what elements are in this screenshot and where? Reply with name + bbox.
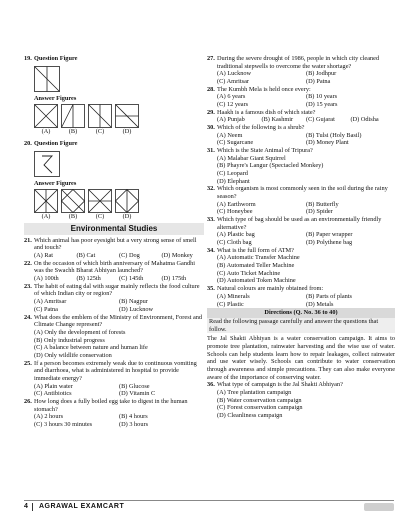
option-31-b[interactable]: (B) Phayre's Langur (Spectacled Monkey) [217, 162, 324, 170]
directions-heading: Directions (Q. No. 36 to 40) [207, 308, 395, 318]
passage: The Jal Shakti Abhiyan is a water conservation campaign. It aims to promote tree plantation, rainwater harvesting and the wise use of water. Schools can help students learn how to repair leakages, collect rainwater and use water wisely. Schools can contribute to water conservation through awareness and simple precautions. They can also make everyone aware of the importance of conserving water. [207, 335, 395, 381]
option-36-c[interactable]: (C) Forest conservation campaign [217, 404, 303, 412]
option-34-d[interactable]: (D) Automated Token Machine [217, 277, 296, 285]
option-32-c[interactable]: (C) Honeybee [217, 208, 253, 216]
option-35-a[interactable]: (A) Minerals [217, 292, 250, 300]
option-25-d[interactable]: (D) Vitamin C [119, 390, 156, 398]
options-27 [207, 70, 395, 85]
option-32-d[interactable]: (D) Spider [306, 208, 333, 216]
question-33: 33. Which type of bag should be used as an environmentally friendly alternative? [207, 216, 382, 231]
answer-figure-19-b[interactable] [61, 104, 85, 128]
answer-figures-title-19: Answer Figures [34, 94, 77, 102]
section-title: Environmental Studies [24, 223, 204, 235]
option-28-d[interactable]: (D) 15 years [306, 101, 338, 109]
answer-figure-19-d[interactable] [115, 104, 139, 128]
question-19: 19. Question Figure [24, 55, 78, 62]
question-figure-19-image [34, 66, 60, 92]
option-25-c[interactable]: (C) Antibiotics [34, 390, 72, 398]
options-28 [207, 93, 395, 108]
option-29-d[interactable]: (D) Odisha [350, 116, 379, 124]
options-35 [207, 293, 395, 308]
option-22-d[interactable]: (D) 175th [161, 275, 187, 283]
option-31-a[interactable]: (A) Malabar Giant Squirrel [217, 154, 286, 162]
option-27-b[interactable]: (B) Jodhpur [306, 70, 337, 78]
option-30-a[interactable]: (A) Neem [217, 131, 243, 139]
options-33 [207, 231, 395, 246]
question-22: 22. On the occasion of which birth anniversary of Mahatma Gandhi was the Swachh Bharat Abhiyan launched? [24, 259, 196, 275]
option-23-d[interactable]: (D) Lucknow [119, 305, 154, 313]
option-23-a[interactable]: (A) Amritsar [34, 298, 67, 306]
question-31: 31. Which is the State Animal of Tripura? [207, 147, 313, 155]
question-figure-20 [24, 151, 204, 177]
option-31-c[interactable]: (C) Leopard [217, 170, 248, 178]
question-28: 28. The Kumbh Mela is held once every: [207, 85, 311, 93]
option-27-d[interactable]: (D) Patna [306, 78, 331, 86]
question-23: 23. The habit of eating dal with sugar mainly reflects the food culture of which Indian city or region? [24, 282, 200, 298]
option-28-c[interactable]: (C) 12 years [217, 101, 249, 109]
question-24: 24. What does the emblem of the Ministry of Environment, Forest and Climate Change represent? [24, 313, 203, 329]
answer-figure-20-a[interactable] [34, 189, 58, 213]
question-27: 27. During the severe drought of 1986, people in which city cleaned traditional stepwells to overcome the water shortage? [207, 55, 380, 70]
options-26 [24, 413, 204, 428]
option-23-b[interactable]: (B) Nagpur [119, 298, 148, 306]
options-29 [207, 116, 395, 124]
question-26: 26. How long does a fully boiled egg take to digest in the human stomach? [24, 397, 188, 413]
right-column [207, 0, 395, 420]
option-21-a[interactable]: (A) Rat [34, 252, 54, 260]
option-28-b[interactable]: (B) 10 years [306, 93, 338, 101]
option-33-b[interactable]: (B) Paper wrapper [306, 231, 353, 239]
option-21-b[interactable]: (B) Cat [76, 252, 96, 260]
option-24-c[interactable]: (C) A balance between nature and human life [34, 344, 148, 352]
option-26-b[interactable]: (B) 4 hours [119, 413, 148, 421]
option-34-a[interactable]: (A) Automatic Transfer Machine [217, 254, 300, 262]
option-30-c[interactable]: (C) Sugarcane [217, 139, 254, 147]
option-21-c[interactable]: (C) Dog [119, 252, 140, 260]
answer-figure-19-a[interactable] [34, 104, 58, 128]
directions-text: Read the following passage carefully and answer the questions that follow. [207, 318, 395, 333]
option-35-c[interactable]: (C) Plastic [217, 300, 244, 308]
option-24-a[interactable]: (A) Only the development of forests [34, 328, 126, 336]
answer-figures-title-20: Answer Figures [34, 179, 77, 187]
option-21-d[interactable]: (D) Monkey [161, 252, 193, 260]
publisher-logo-icon [364, 503, 394, 511]
option-26-a[interactable]: (A) 2 hours [34, 413, 64, 421]
option-32-a[interactable]: (A) Earthworm [217, 200, 256, 208]
option-25-a[interactable]: (A) Plain water [34, 382, 73, 390]
question-34: 34. What is the full form of ATM? [207, 246, 294, 254]
option-34-b[interactable]: (B) Automated Teller Machine [217, 262, 295, 270]
option-33-c[interactable]: (C) Cloth bag [217, 239, 252, 247]
question-20: 20. Question Figure [24, 140, 78, 148]
option-26-d[interactable]: (D) 3 hours [119, 420, 149, 428]
option-23-c[interactable]: (C) Patna [34, 305, 58, 313]
page-footer [24, 500, 394, 513]
question-36: 36. What type of campaign is the Jal Shakti Abhiyan? [207, 381, 343, 389]
brand-name: AGRAWAL EXAMCART [39, 502, 125, 510]
option-29-a[interactable]: (A) Punjab [217, 116, 245, 124]
answer-figures-19 [24, 104, 204, 128]
option-36-a[interactable]: (A) Tree plantation campaign [217, 388, 292, 396]
answer-labels-19: (A) (B) (C) (D) [41, 128, 132, 136]
page-number: 4 [24, 502, 28, 510]
option-22-a[interactable]: (A) 100th [34, 275, 59, 283]
options-21 [24, 252, 204, 260]
option-33-d[interactable]: (D) Polythene bag [306, 239, 353, 247]
option-28-a[interactable]: (A) 6 years [217, 93, 246, 101]
option-22-c[interactable]: (C) 145th [119, 275, 144, 283]
option-30-b[interactable]: (B) Tulsi (Holy Basil) [306, 131, 362, 139]
option-22-b[interactable]: (B) 125th [76, 275, 101, 283]
option-25-b[interactable]: (B) Glucose [119, 382, 150, 390]
options-23 [24, 298, 204, 313]
options-25 [24, 383, 204, 398]
left-column [24, 0, 204, 429]
option-29-c[interactable]: (C) Gujarat [306, 116, 335, 124]
option-31-d[interactable]: (D) Elephant [217, 177, 250, 185]
option-27-c[interactable]: (C) Amritsar [217, 78, 250, 86]
question-25: 25. If a person becomes extremely weak due to continuous vomiting and diarrhoea, what is administered in hospital to provide immediate energy? [24, 359, 197, 382]
option-30-d[interactable]: (D) Money Plant [306, 139, 349, 147]
option-29-b[interactable]: (B) Kashmir [261, 116, 294, 124]
footer-divider [32, 503, 33, 511]
option-35-d[interactable]: (D) Metals [306, 300, 334, 308]
answer-figure-19-c[interactable] [88, 104, 112, 128]
option-26-c[interactable]: (C) 3 hours 30 minutes [34, 420, 93, 428]
answer-figures-20 [24, 189, 204, 213]
question-32: 32. Which organism is most commonly seen in the soil during the rainy season? [207, 185, 388, 201]
answer-figure-20-b[interactable] [61, 189, 85, 213]
question-30: 30. Which of the following is a shrub? [207, 124, 305, 132]
options-22 [24, 275, 204, 283]
option-24-b[interactable]: (B) Only industrial progress [34, 336, 105, 344]
option-33-a[interactable]: (A) Plastic bag [217, 231, 255, 239]
options-32 [207, 201, 395, 216]
question-35: 35. Natural colours are mainly obtained from: [207, 285, 324, 293]
option-32-b[interactable]: (B) Butterfly [306, 200, 339, 208]
option-24-d[interactable]: (D) Only wildlife conservation [34, 351, 112, 359]
option-34-c[interactable]: (C) Auto Ticket Machine [217, 269, 281, 277]
question-21: 21. Which animal has poor eyesight but a very strong sense of smell and touch? [24, 236, 197, 252]
answer-figure-20-c[interactable] [88, 189, 112, 213]
question-figure-20-image [34, 151, 60, 177]
option-27-a[interactable]: (A) Lucknow [217, 70, 252, 78]
option-35-b[interactable]: (B) Parts of plants [306, 292, 352, 300]
option-36-b[interactable]: (B) Water conservation campaign [217, 396, 302, 404]
question-29: 29. Haakh is a famous dish of which state? [207, 108, 316, 116]
options-30 [207, 132, 395, 147]
question-figure-19 [24, 66, 204, 92]
option-36-d[interactable]: (D) Cleanliness campaign [217, 411, 283, 419]
answer-figure-20-d[interactable] [115, 189, 139, 213]
answer-labels-20: (A) (B) (C) (D) [41, 213, 132, 221]
